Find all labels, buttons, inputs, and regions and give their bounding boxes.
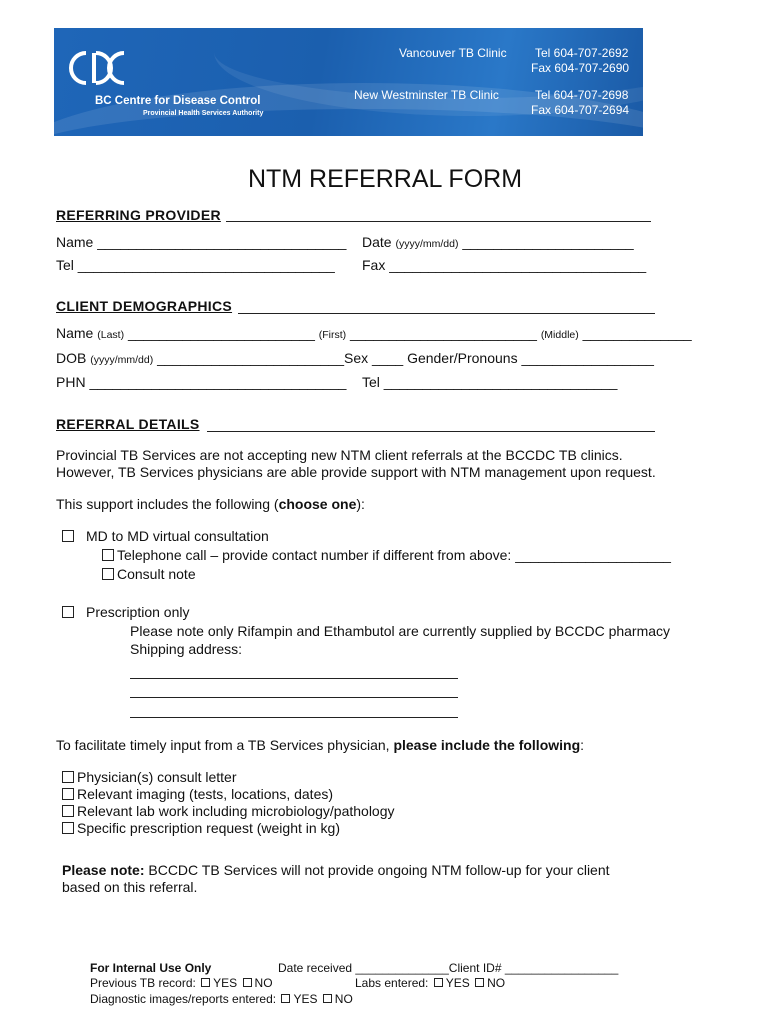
field-label: Date: [362, 234, 392, 250]
previous-tb-record-row: [90, 976, 273, 990]
bccdc-logo-icon: [66, 48, 136, 88]
text: :: [580, 737, 585, 753]
checkbox-icon[interactable]: [102, 568, 114, 580]
vancouver-clinic-label: Vancouver TB Clinic: [399, 46, 507, 60]
client-dob-row: [56, 350, 654, 366]
option-label: MD to MD virtual consultation: [86, 528, 269, 544]
internal-use-row: [90, 961, 211, 975]
text-bold: choose one: [278, 496, 357, 512]
client-phn-field[interactable]: [56, 374, 346, 390]
field-blank: ______________________________: [383, 374, 618, 390]
provider-name-field[interactable]: [56, 234, 346, 250]
field-blank: ________________________________: [97, 234, 347, 250]
referral-paragraph-line: Provincial TB Services are not accepting new NTM client referrals at the BCCDC TB clinics.: [56, 447, 623, 463]
field-label: PHN: [56, 374, 86, 390]
please-note-line: [62, 862, 610, 878]
checkbox-icon[interactable]: [323, 994, 332, 1003]
checkbox-icon[interactable]: [62, 771, 74, 783]
checklist-label: Specific prescription request (weight in kg): [77, 820, 341, 836]
shipping-address-line[interactable]: [130, 717, 458, 718]
client-last-name-blank[interactable]: ________________________: [127, 325, 315, 341]
option-label: YES: [445, 976, 470, 990]
checklist-label: Physician(s) consult letter: [77, 769, 237, 785]
checkbox-icon[interactable]: [62, 822, 74, 834]
checklist-item[interactable]: [62, 803, 395, 819]
text-bold: Please note:: [62, 862, 145, 878]
form-title: NTM REFERRAL FORM: [247, 165, 523, 193]
field-hint: (First): [318, 329, 347, 341]
section-rule: [226, 221, 651, 222]
field-label: Labs entered:: [355, 976, 429, 990]
client-tel-field[interactable]: [362, 374, 617, 390]
option-label: Prescription only: [86, 604, 190, 620]
please-note-line: based on this referral.: [62, 879, 198, 895]
client-middle-name-blank[interactable]: ______________: [582, 325, 692, 341]
field-label: Gender/Pronouns: [407, 350, 518, 366]
field-hint: (yyyy/mm/dd): [90, 354, 154, 366]
checkbox-icon[interactable]: [62, 606, 74, 618]
text: To facilitate timely input from a TB Services physician,: [56, 737, 394, 753]
field-label: Tel: [362, 374, 380, 390]
client-name-row: [56, 325, 692, 341]
option-label: NO: [254, 976, 273, 990]
checkbox-icon[interactable]: [62, 788, 74, 800]
newwest-clinic-label: New Westminster TB Clinic: [354, 88, 499, 102]
field-label: Name: [56, 234, 94, 250]
field-hint: (yyyy/mm/dd): [395, 238, 459, 250]
referral-paragraph-line: However, TB Services physicians are able provide support with NTM management upon request.: [56, 464, 656, 480]
field-label: Name: [56, 325, 94, 341]
field-label: Tel: [56, 257, 74, 273]
client-gender-blank[interactable]: _________________: [521, 350, 654, 366]
diagnostic-images-row: [90, 992, 353, 1006]
field-label: Diagnostic images/reports entered:: [90, 992, 277, 1006]
client-dob-blank[interactable]: ________________________: [157, 350, 344, 366]
option-md-virtual-consultation[interactable]: [62, 528, 269, 544]
field-label: Fax: [362, 257, 386, 273]
text-bold: please include the following: [393, 737, 581, 753]
field-hint: (Middle): [540, 329, 579, 341]
checkbox-icon[interactable]: [434, 978, 443, 987]
field-blank: ______________________: [462, 234, 634, 250]
checklist-label: Relevant lab work including microbiology/pathology: [77, 803, 395, 819]
newwest-tel: Tel 604-707-2698: [535, 88, 629, 102]
field-label: DOB: [56, 350, 87, 366]
field-hint: (Last): [97, 329, 125, 341]
shipping-address-line[interactable]: [130, 678, 458, 679]
support-instructions: [56, 496, 365, 512]
field-label: Sex: [344, 350, 369, 366]
section-rule: [238, 313, 655, 314]
prescription-note: Please note only Rifampin and Ethambutol are currently supplied by BCCDC pharmacy: [130, 623, 671, 639]
checkbox-icon[interactable]: [62, 805, 74, 817]
newwest-fax: Fax 604-707-2694: [531, 103, 630, 117]
section-heading-referral-details: REFERRAL DETAILS: [56, 416, 200, 432]
option-label: YES: [293, 992, 318, 1006]
checkbox-icon[interactable]: [281, 994, 290, 1003]
field-blank: _________________________________: [89, 374, 347, 390]
checklist-item[interactable]: [62, 786, 333, 802]
provider-tel-field[interactable]: [56, 257, 335, 273]
checkbox-icon[interactable]: [201, 978, 210, 987]
provider-date-field[interactable]: [362, 234, 634, 250]
option-label: YES: [213, 976, 238, 990]
option-label: NO: [487, 976, 506, 990]
option-label: Consult note: [117, 566, 196, 582]
internal-date-client-row[interactable]: Date received ______________Client ID# _________________: [278, 961, 619, 975]
checklist-item[interactable]: [62, 820, 340, 836]
option-telephone-call[interactable]: [102, 547, 671, 563]
facilitate-instructions: [56, 737, 584, 753]
text: ):: [356, 496, 365, 512]
option-prescription-only[interactable]: [62, 604, 190, 620]
labs-entered-row: [355, 976, 505, 990]
client-sex-blank[interactable]: ____: [372, 350, 404, 366]
option-label: Telephone call – provide contact number if different from above: ____________________: [117, 547, 671, 563]
vancouver-fax: Fax 604-707-2690: [531, 61, 630, 75]
vancouver-tel: Tel 604-707-2692: [535, 46, 629, 60]
section-heading-referring-provider: REFERRING PROVIDER: [56, 207, 221, 223]
checkbox-icon[interactable]: [243, 978, 252, 987]
shipping-address-label: Shipping address:: [130, 641, 243, 657]
provider-fax-field[interactable]: [362, 257, 646, 273]
section-heading-client-demographics: CLIENT DEMOGRAPHICS: [56, 298, 233, 314]
field-blank: _________________________________: [389, 257, 647, 273]
logo-subtext: Provincial Health Services Authority: [143, 110, 264, 117]
option-consult-note[interactable]: [102, 566, 196, 582]
header-banner: [54, 28, 643, 136]
field-label: Previous TB record:: [90, 976, 196, 990]
checkbox-icon[interactable]: [475, 978, 484, 987]
checklist-item[interactable]: [62, 769, 237, 785]
checkbox-icon[interactable]: [102, 549, 114, 561]
client-first-name-blank[interactable]: ________________________: [350, 325, 537, 341]
text: This support includes the following (: [56, 496, 279, 512]
field-blank: _________________________________: [77, 257, 335, 273]
section-rule: [207, 431, 655, 432]
option-label: NO: [334, 992, 353, 1006]
internal-use-heading: For Internal Use Only: [90, 961, 212, 975]
shipping-address-line[interactable]: [130, 697, 458, 698]
logo-text: BC Centre for Disease Control: [95, 95, 261, 107]
checkbox-icon[interactable]: [62, 530, 74, 542]
checklist-label: Relevant imaging (tests, locations, dates): [77, 786, 334, 802]
text: BCCDC TB Services will not provide ongoing NTM follow-up for your client: [144, 862, 610, 878]
